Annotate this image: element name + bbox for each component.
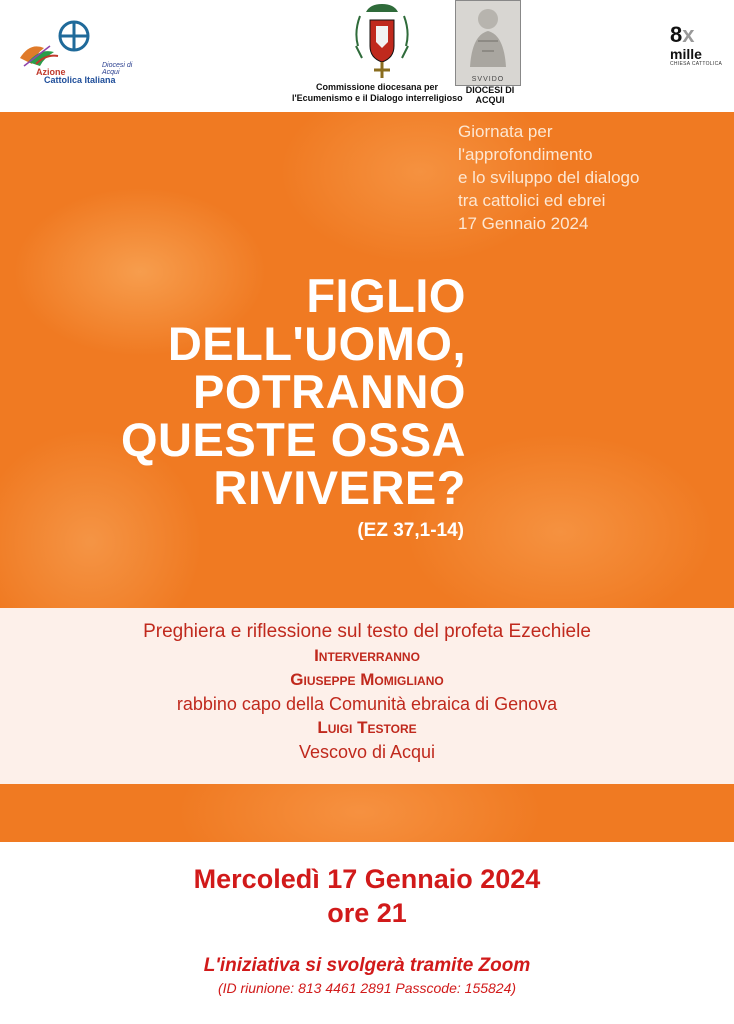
azione-label: Azione bbox=[36, 67, 66, 77]
otto-digit: 8 bbox=[670, 22, 683, 47]
speakers-label: Interverranno bbox=[314, 646, 420, 665]
otto-caption: CHIESA CATTOLICA bbox=[670, 61, 723, 67]
diocesi-line1: DIOCESI DI bbox=[465, 85, 515, 95]
diocesi-caption bbox=[460, 85, 520, 105]
title-line: QUESTE OSSA bbox=[120, 413, 466, 466]
saint-relief-image bbox=[455, 0, 521, 86]
diocesi-line2: ACQUI bbox=[475, 95, 505, 105]
poster-subtitle bbox=[458, 120, 728, 235]
event-datetime bbox=[0, 862, 734, 930]
commissione-line2: l'Ecumenismo e il Dialogo interreligioso bbox=[292, 93, 463, 103]
azione-cattolica-logo bbox=[10, 18, 150, 85]
subtitle-line: e lo sviluppo del dialogo bbox=[458, 168, 640, 187]
subtitle-line: 17 Gennaio 2024 bbox=[458, 214, 589, 233]
cattolica-italiana-label: Cattolica Italiana bbox=[44, 75, 116, 85]
poster-title bbox=[120, 269, 466, 514]
otto-per-mille-logo bbox=[670, 24, 730, 67]
logo-header bbox=[0, 0, 734, 112]
otto-x: x bbox=[682, 22, 695, 47]
event-description: Preghiera e riflessione sul testo del profeta Ezechiele bbox=[143, 621, 591, 642]
title-line: FIGLIO bbox=[306, 269, 466, 322]
event-details-panel bbox=[0, 608, 734, 784]
title-line: RIVIVERE? bbox=[213, 461, 466, 514]
bishop-crest-icon bbox=[352, 2, 412, 80]
subtitle-line: Giornata per bbox=[458, 122, 553, 141]
event-time: ore 21 bbox=[327, 898, 407, 928]
commissione-caption bbox=[292, 82, 462, 104]
ac-diocese-label: Diocesi di Acqui bbox=[102, 62, 133, 76]
relief-inscription: SVVIDO bbox=[471, 76, 505, 83]
event-date: Mercoledì 17 Gennaio 2024 bbox=[193, 864, 541, 894]
subtitle-line: tra cattolici ed ebrei bbox=[458, 191, 606, 210]
speaker2-name: Luigi Testore bbox=[317, 718, 417, 737]
zoom-note: L'iniziativa si svolgerà tramite Zoom bbox=[203, 955, 531, 976]
otto-mille-word: mille bbox=[670, 46, 702, 62]
subtitle-line: l'approfondimento bbox=[458, 145, 593, 164]
scripture-reference: (EZ 37,1-14) bbox=[357, 520, 464, 541]
commissione-line1: Commissione diocesana per bbox=[315, 82, 439, 92]
speaker2-role: Vescovo di Acqui bbox=[298, 742, 436, 762]
speaker1-name: Giuseppe Momigliano bbox=[290, 670, 444, 689]
zoom-credentials: (ID riunione: 813 4461 2891 Passcode: 155824) bbox=[217, 980, 517, 996]
title-line: DELL'UOMO, bbox=[167, 317, 466, 370]
poster-banner bbox=[0, 112, 734, 842]
speaker1-role: rabbino capo della Comunità ebraica di Genova bbox=[176, 694, 558, 714]
title-line: POTRANNO bbox=[193, 365, 466, 418]
saint-figure-icon bbox=[456, 1, 520, 71]
